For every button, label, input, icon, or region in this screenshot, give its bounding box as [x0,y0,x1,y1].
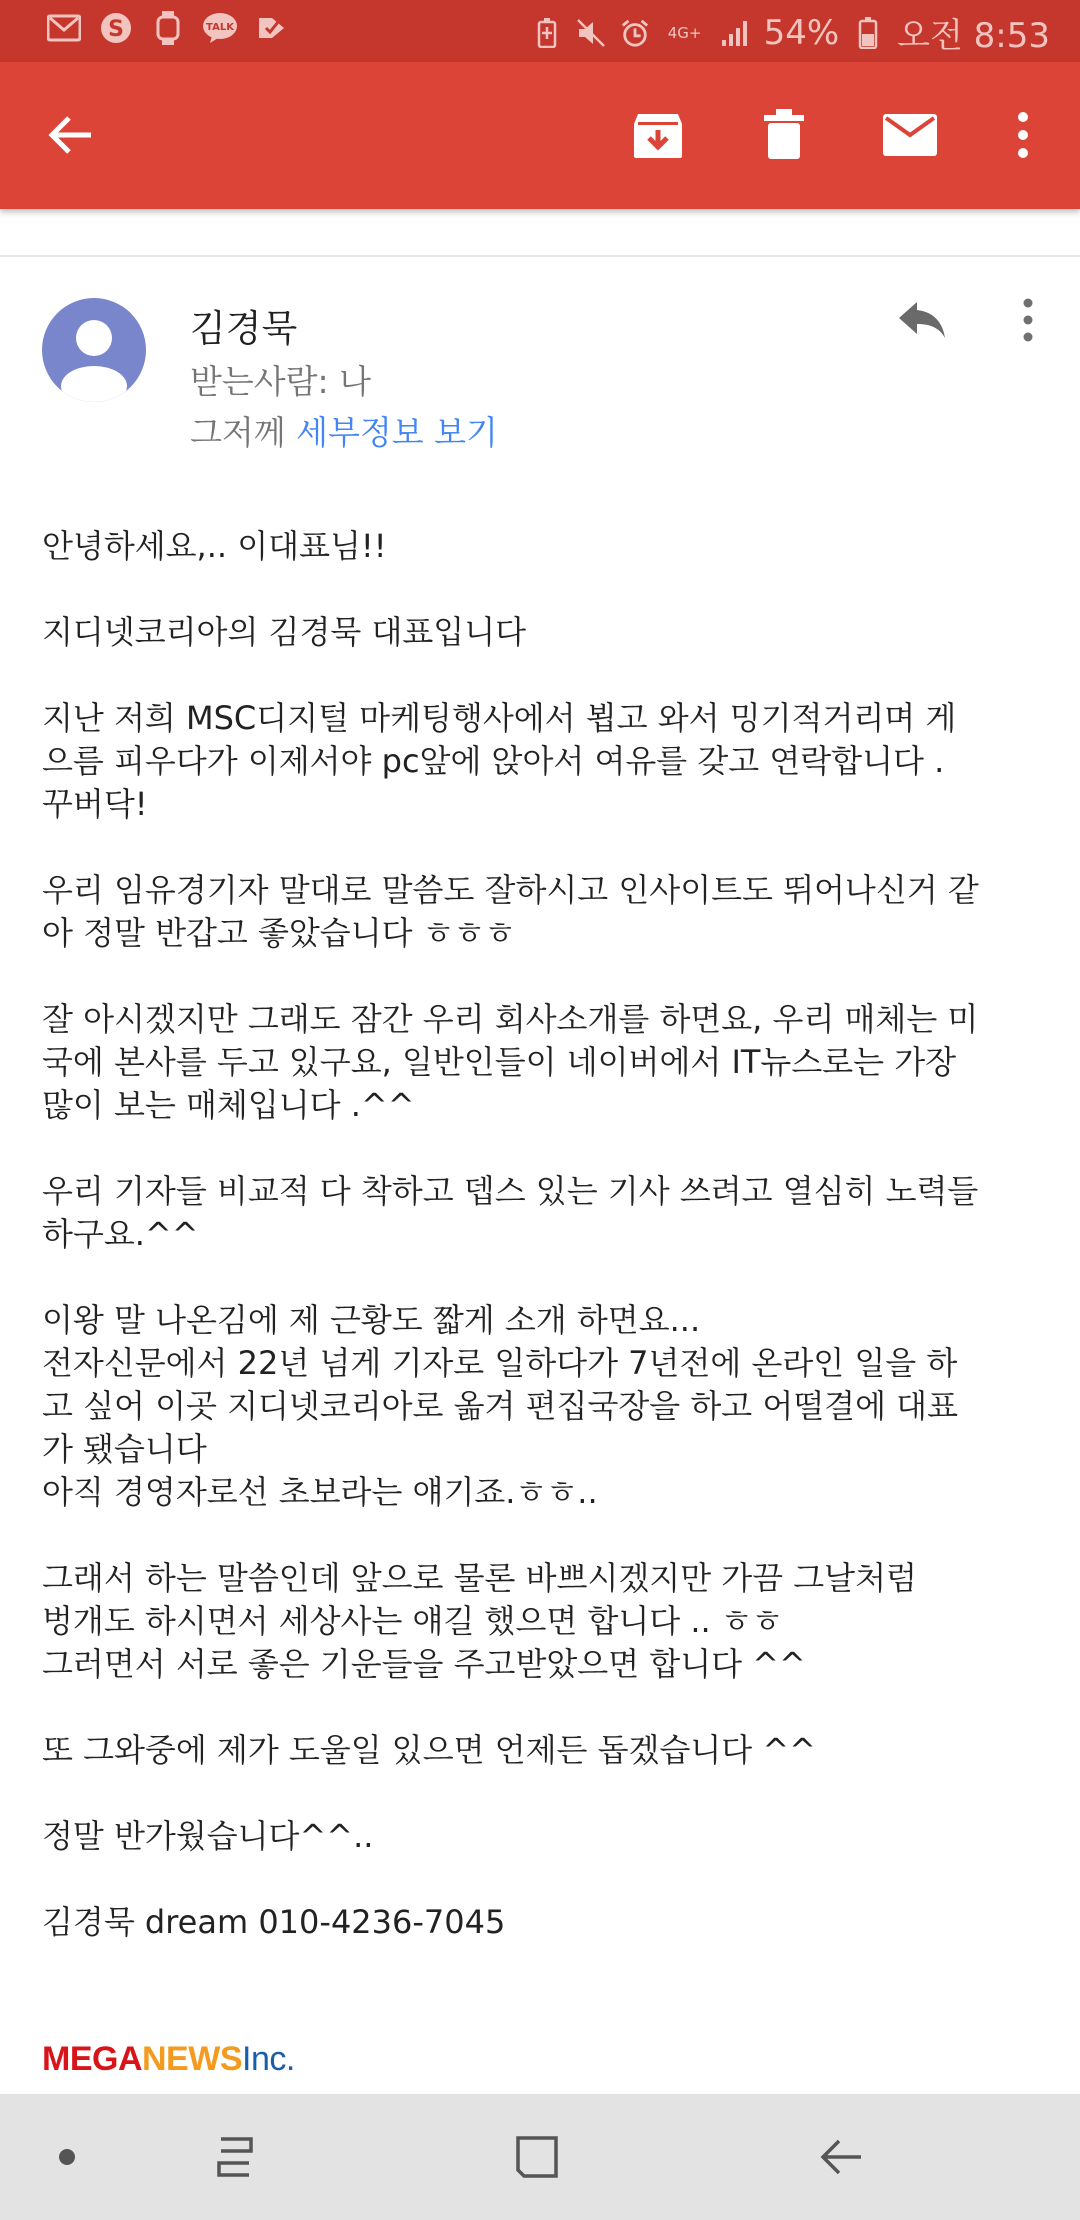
home-button[interactable] [502,2122,572,2192]
body-paragraph: 정말 반가웠습니다^^.. [42,1817,374,1855]
back-icon [817,2137,863,2177]
mark-unread-button[interactable] [872,97,948,173]
archive-button[interactable] [620,97,696,173]
body-paragraph: 또 그와중에 제가 도울일 있으면 언제든 돕겠습니다 ^^ [42,1731,816,1769]
body-paragraph: 이왕 말 나온김에 제 근황도 짧게 소개 하면요... 전자신문에서 22년 넘게 기자로 일하다가 7년전에 온라인 일을 하 고 싶어 이곳 지디넷코리아로 옮겨 편집국장을 하고 어떨결에 대표 가 됐습니다 아직 경영자로선 초보라는 얘기죠.ㅎㅎ.. [42,1301,959,1511]
details-link[interactable]: 세부정보 보기 [296,413,498,452]
assistant-dot-button[interactable] [32,2122,102,2192]
watch-icon [150,10,186,46]
mark-unread-icon [883,114,937,156]
date-row [190,407,498,454]
network-icon [664,15,706,51]
battery-saver-icon [532,15,562,51]
archive-icon [632,110,684,160]
status-bar [0,0,1080,62]
person-icon [42,298,146,402]
body-paragraph: 우리 임유경기자 말대로 말씀도 잘하시고 인사이트도 뛰어나신거 같 아 정말 반갑고 좋았습니다 ㅎㅎㅎ [42,871,979,952]
message-more-button[interactable] [1010,292,1046,348]
recent-apps-button[interactable] [200,2122,270,2192]
body-paragraph: 안녕하세요,.. 이대표님!! [42,527,387,565]
message-body [42,525,1052,1987]
home-icon [514,2134,560,2180]
body-paragraph: 지난 저희 MSC디지털 마케팅행사에서 뵙고 와서 밍기적거리며 게 으름 피우다가 이제서야 pc앞에 앉아서 여유를 갖고 연락합니다 . 꾸버닥! [42,699,957,823]
body-paragraph: 지디넷코리아의 김경묵 대표입니다 [42,613,527,651]
more-options-button[interactable] [985,97,1061,173]
delete-icon [764,109,804,161]
arrow-back-icon [47,115,93,155]
body-paragraph: 잘 아시겠지만 그래도 잠간 우리 회사소개를 하면요, 우리 매체는 미 국에 본사를 두고 있구요, 일반인들이 네이버에서 IT뉴스로는 가장 많이 보는 매체입니다 .^^ [42,1000,979,1124]
message-date: 그저께 [190,413,286,452]
back-nav-button[interactable] [805,2122,875,2192]
body-paragraph: 김경묵 dream 010-4236-7045 [42,1903,506,1941]
alarm-icon [620,15,650,51]
gmail-icon [46,10,82,46]
clock: 오전 8:53 [897,16,1050,56]
delete-button[interactable] [746,97,822,173]
more-vert-icon [1023,298,1033,342]
svg-text:TALK: TALK [206,22,234,33]
mute-icon [576,15,606,51]
navigation-bar [0,2094,1080,2220]
avatar[interactable] [42,298,146,402]
app-bar [0,62,1080,209]
network-type: 4G+ [667,23,702,42]
recipient-line[interactable]: 받는사람: 나 [190,362,371,401]
skype-icon [98,10,134,46]
kakaotalk-icon [202,10,238,46]
body-paragraph: 우리 기자들 비교적 다 착하고 뎁스 있는 기사 쓰려고 열심히 노력들 하구요.^^ [42,1172,979,1253]
logo-news: NEWS [142,2040,242,2078]
reply-button[interactable] [890,292,954,348]
notification-icons [46,10,290,46]
system-status [532,8,1050,57]
svg-text:S: S [108,17,124,42]
signal-icon [720,15,750,51]
sender-name: 김경묵 [190,307,298,350]
recent-apps-icon [211,2135,259,2179]
body-paragraph: 그래서 하는 말씀인데 앞으로 물론 바쁘시겠지만 가끔 그날처럼 벙개도 하시면서 세상사는 얘길 했으면 합니다 .. ㅎㅎ 그러면서 서로 좋은 기운들을 주고받았으면 합니다 ^^ [42,1559,917,1683]
logo-mega: MEGA [42,2040,142,2078]
signature-logo [42,2040,295,2079]
logo-inc: Inc. [242,2040,295,2078]
task-icon [254,10,290,46]
divider [0,255,1080,257]
more-vert-icon [1017,112,1029,158]
back-button[interactable] [32,97,108,173]
battery-icon [853,15,883,51]
dot-icon [57,2147,77,2167]
reply-icon [897,300,947,340]
battery-percent: 54% [763,12,840,53]
